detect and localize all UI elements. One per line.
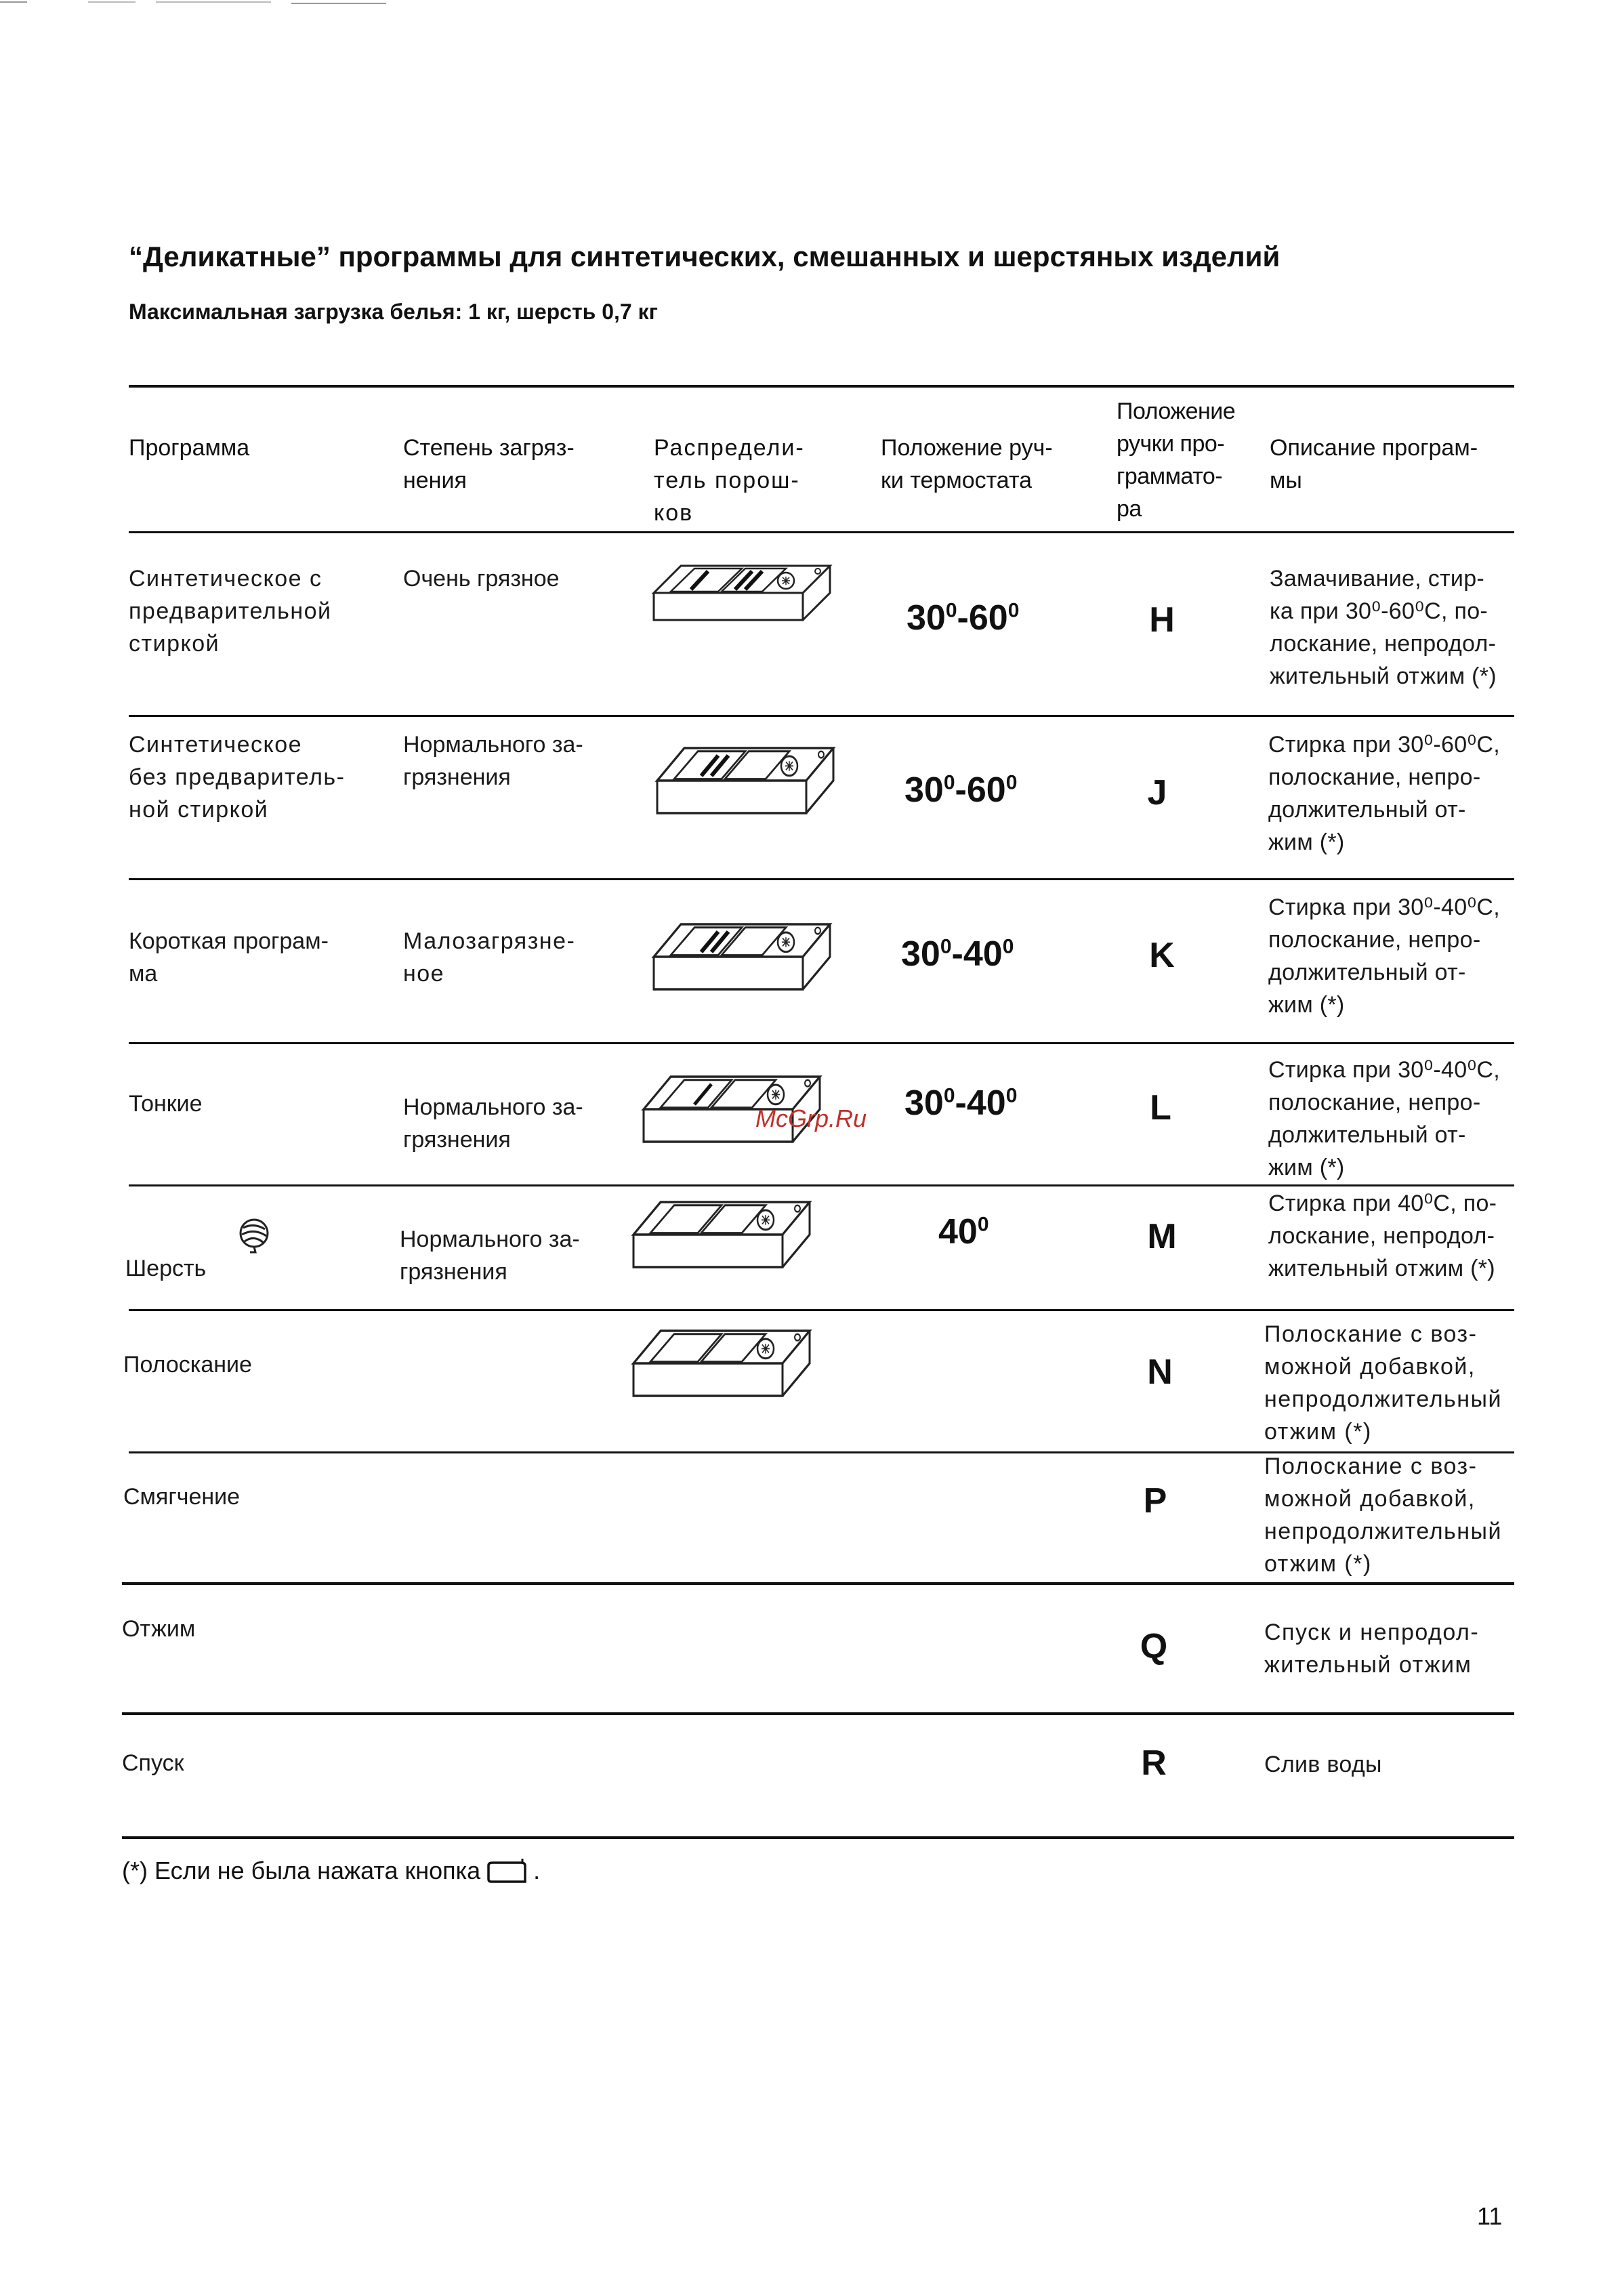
row-2-program: Синтетическое без предваритель- ной стиркой bbox=[129, 732, 346, 823]
table-top-rule bbox=[129, 385, 1514, 388]
row-1-program: Синтетическое с предварительной стиркой bbox=[129, 566, 332, 657]
row-divider bbox=[129, 878, 1514, 880]
row-5-description: Стирка при 40⁰С, по- лоскание, непродол- жительный отжим (*) bbox=[1268, 1191, 1497, 1281]
detergent-dispenser-icon bbox=[640, 552, 844, 647]
row-6-program: Полоскание bbox=[123, 1352, 252, 1378]
detergent-dispenser-icon bbox=[613, 1311, 816, 1420]
footnote bbox=[122, 1857, 540, 1887]
page-subtitle: Максимальная загрузка белья: 1 кг, шерсть 0,7 кг bbox=[129, 299, 658, 324]
row-divider bbox=[129, 1309, 1514, 1311]
row-3-description: Стирка при 30⁰-40⁰С, полоскание, непро- должительный от- жим (*) bbox=[1268, 894, 1500, 1018]
row-8-description: Спуск и непродол- жительный отжим bbox=[1264, 1619, 1480, 1678]
row-3-program: Короткая програм- ма bbox=[129, 928, 329, 987]
row-2-description: Стирка при 30⁰-60⁰С, полоскание, непро- должительный от- жим (*) bbox=[1268, 732, 1500, 855]
row-8-knob-position: Q bbox=[1140, 1627, 1168, 1666]
row-7-knob-position: P bbox=[1143, 1481, 1167, 1521]
row-1-knob-position: H bbox=[1149, 600, 1175, 640]
row-6-knob-position: N bbox=[1147, 1352, 1173, 1392]
row-2-knob-position: J bbox=[1147, 773, 1167, 812]
row-divider bbox=[129, 1042, 1514, 1044]
button-icon bbox=[484, 1857, 529, 1887]
wool-icon bbox=[234, 1213, 274, 1254]
row-1-temperature: $30^0-60^0$ bbox=[907, 598, 1020, 638]
header-description: Описание програм- мы bbox=[1270, 435, 1478, 493]
row-9-knob-position: R bbox=[1141, 1743, 1167, 1783]
row-divider bbox=[122, 1712, 1514, 1715]
table-bottom-rule bbox=[122, 1836, 1514, 1839]
row-3-soil: Малозагрязне- ное bbox=[403, 928, 576, 987]
row-6-description: Полоскание с воз- можной добавкой, непродолжительный отжим (*) bbox=[1264, 1321, 1502, 1445]
header-program: Программа bbox=[129, 435, 250, 461]
row-4-temperature: $30^0-40^0$ bbox=[904, 1083, 1018, 1123]
row-4-knob-position: L bbox=[1150, 1088, 1171, 1128]
detergent-dispenser-icon bbox=[613, 1182, 816, 1291]
page-number: 11 bbox=[1477, 2202, 1503, 2230]
row-7-description: Полоскание с воз- можной добавкой, непродолжительный отжим (*) bbox=[1264, 1453, 1502, 1577]
row-3-knob-position: K bbox=[1149, 936, 1175, 975]
row-1-soil: Очень грязное bbox=[403, 566, 560, 592]
row-divider bbox=[129, 715, 1514, 717]
row-4-description: Стирка при 30⁰-40⁰С, полоскание, непро- должительный от- жим (*) bbox=[1268, 1057, 1500, 1180]
scan-edge-marks bbox=[0, 0, 407, 8]
row-divider bbox=[129, 1184, 1514, 1186]
row-2-soil: Нормального за- грязнения bbox=[403, 732, 583, 790]
row-5-temperature: $40^0$ bbox=[938, 1212, 989, 1252]
header-thermostat: Положение руч- ки термостата bbox=[881, 435, 1053, 493]
row-5-knob-position: M bbox=[1147, 1217, 1177, 1256]
row-9-program: Спуск bbox=[122, 1750, 184, 1776]
row-4-program: Тонкие bbox=[129, 1091, 203, 1117]
detergent-dispenser-icon bbox=[637, 725, 840, 840]
row-2-temperature: $30^0-60^0$ bbox=[904, 770, 1018, 810]
footnote-end: . bbox=[533, 1857, 541, 1884]
row-7-program: Смягчение bbox=[123, 1484, 241, 1510]
page-title: “Деликатные” программы для синтетических, смешанных и шерстяных изделий bbox=[129, 241, 1281, 272]
detergent-dispenser-icon bbox=[633, 901, 837, 1016]
row-4-soil: Нормального за- грязнения bbox=[403, 1094, 583, 1153]
row-5-program bbox=[125, 1220, 206, 1285]
row-1-description: Замачивание, стир- ка при 30⁰-60⁰С, по- лоскание, непродол- жительный отжим (*) bbox=[1270, 566, 1497, 689]
header-soil: Степень загряз- нения bbox=[403, 435, 575, 493]
row-divider bbox=[122, 1582, 1514, 1585]
header-knob: Положение ручки про- граммато- ра bbox=[1117, 398, 1236, 522]
row-8-program: Отжим bbox=[122, 1616, 196, 1642]
row-5-program-label: Шерсть bbox=[125, 1256, 207, 1281]
footnote-text: (*) Если не была нажата кнопка bbox=[122, 1857, 481, 1884]
watermark: McGrp.Ru bbox=[755, 1104, 867, 1132]
header-dispenser: Распредели- тель порош- ков bbox=[654, 435, 805, 526]
row-5-soil: Нормального за- грязнения bbox=[400, 1226, 580, 1285]
header-bottom-rule bbox=[129, 531, 1514, 533]
row-3-temperature: $30^0-40^0$ bbox=[901, 934, 1014, 974]
row-9-description: Слив воды bbox=[1264, 1752, 1382, 1777]
